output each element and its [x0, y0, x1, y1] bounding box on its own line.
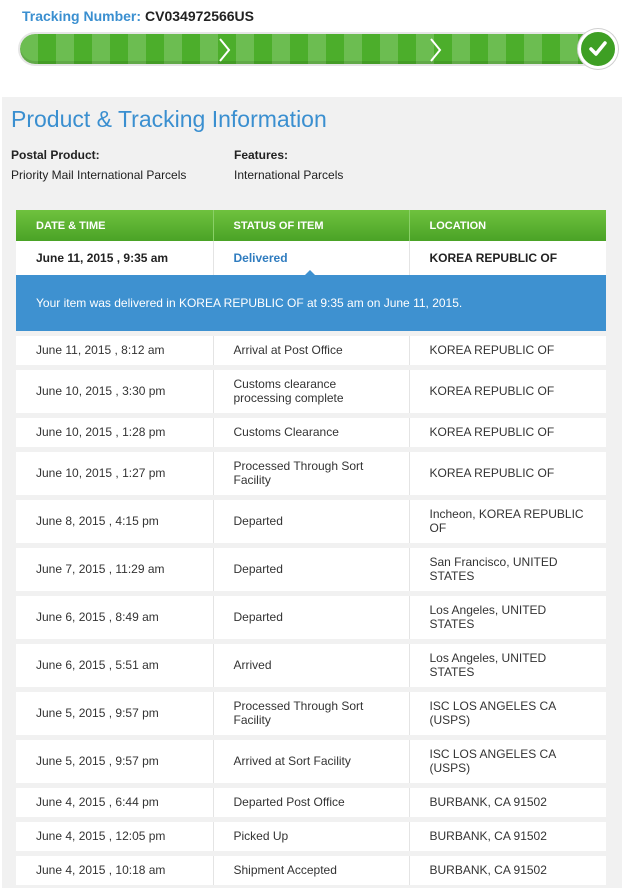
row-location: ISC LOS ANGELES CA (USPS): [409, 689, 606, 737]
row-status: Arrival at Post Office: [213, 333, 409, 367]
page-title: Product & Tracking Information: [11, 106, 327, 132]
table-row: [16, 545, 606, 593]
postal-product: [11, 148, 186, 182]
row-status: Arrived at Sort Facility: [213, 737, 409, 785]
features: [234, 148, 343, 182]
row-date: June 10, 2015 , 1:27 pm: [16, 449, 213, 497]
latest-date: June 11, 2015 , 9:35 am: [16, 241, 213, 275]
table-row: [16, 415, 606, 449]
row-status: Processed Through Sort Facility: [213, 689, 409, 737]
row-status: Picked Up: [213, 819, 409, 853]
features-label: Features:: [234, 148, 289, 162]
table-row: [16, 333, 606, 367]
row-date: June 10, 2015 , 3:30 pm: [16, 367, 213, 415]
delivery-message: Your item was delivered in KOREA REPUBLIC OF at 9:35 am on June 11, 2015.: [16, 275, 606, 333]
column-header-date: DATE & TIME: [16, 210, 213, 241]
row-date: June 6, 2015 , 8:49 am: [16, 593, 213, 641]
table-row: [16, 449, 606, 497]
postal-product-value: Priority Mail International Parcels: [11, 168, 187, 182]
row-location: BURBANK, CA 91502: [409, 819, 606, 853]
column-header-status: STATUS OF ITEM: [213, 210, 409, 241]
row-location: KOREA REPUBLIC OF: [409, 367, 606, 415]
row-location: BURBANK, CA 91502: [409, 785, 606, 819]
row-location: San Francisco, UNITED STATES: [409, 545, 606, 593]
table-row: [16, 641, 606, 689]
row-location: ISC LOS ANGELES CA (USPS): [409, 737, 606, 785]
tracking-number-header: [22, 8, 254, 24]
row-location: KOREA REPUBLIC OF: [409, 415, 606, 449]
row-date: June 6, 2015 , 5:51 am: [16, 641, 213, 689]
row-status: Processed Through Sort Facility: [213, 449, 409, 497]
tracking-info-panel: [2, 97, 622, 888]
row-status: Arrived: [213, 641, 409, 689]
row-date: June 4, 2015 , 12:05 pm: [16, 819, 213, 853]
row-location: BURBANK, CA 91502: [409, 853, 606, 887]
row-status: Departed: [213, 545, 409, 593]
row-status: Customs clearance processing complete: [213, 367, 409, 415]
delivery-message-row: [16, 275, 606, 333]
row-status: Departed: [213, 497, 409, 545]
row-status: Departed: [213, 593, 409, 641]
table-row: [16, 819, 606, 853]
latest-location: KOREA REPUBLIC OF: [409, 241, 606, 275]
row-date: June 10, 2015 , 1:28 pm: [16, 415, 213, 449]
tracking-history-table: [16, 210, 606, 888]
segment-divider-icon: [216, 37, 234, 63]
column-header-location: LOCATION: [409, 210, 606, 241]
row-date: June 4, 2015 , 6:44 pm: [16, 785, 213, 819]
row-date: June 4, 2015 , 10:18 am: [16, 853, 213, 887]
table-row: [16, 737, 606, 785]
row-status: Shipment Accepted: [213, 853, 409, 887]
table-row: [16, 497, 606, 545]
check-icon: [578, 29, 618, 69]
row-date: June 5, 2015 , 9:57 pm: [16, 737, 213, 785]
table-row: [16, 785, 606, 819]
row-location: KOREA REPUBLIC OF: [409, 449, 606, 497]
row-date: June 11, 2015 , 8:12 am: [16, 333, 213, 367]
table-row: [16, 367, 606, 415]
table-row: [16, 853, 606, 887]
tracking-number-value: CV034972566US: [145, 8, 255, 24]
row-location: KOREA REPUBLIC OF: [409, 333, 606, 367]
row-date: June 7, 2015 , 11:29 am: [16, 545, 213, 593]
tracking-number-label: Tracking Number:: [22, 8, 142, 24]
segment-divider-icon: [427, 37, 445, 63]
table-header-row: [16, 210, 606, 241]
row-status: Customs Clearance: [213, 415, 409, 449]
row-location: Incheon, KOREA REPUBLIC OF: [409, 497, 606, 545]
tracking-progress-bar: [18, 32, 616, 66]
row-location: Los Angeles, UNITED STATES: [409, 593, 606, 641]
row-location: Los Angeles, UNITED STATES: [409, 641, 606, 689]
latest-status: Delivered: [213, 241, 409, 275]
postal-product-label: Postal Product:: [11, 148, 100, 162]
row-date: June 5, 2015 , 9:57 pm: [16, 689, 213, 737]
row-status: Departed Post Office: [213, 785, 409, 819]
table-row: [16, 689, 606, 737]
row-date: June 8, 2015 , 4:15 pm: [16, 497, 213, 545]
table-row: [16, 593, 606, 641]
features-value: International Parcels: [234, 168, 344, 182]
latest-event-row: [16, 241, 606, 275]
progress-fill: [20, 34, 614, 64]
